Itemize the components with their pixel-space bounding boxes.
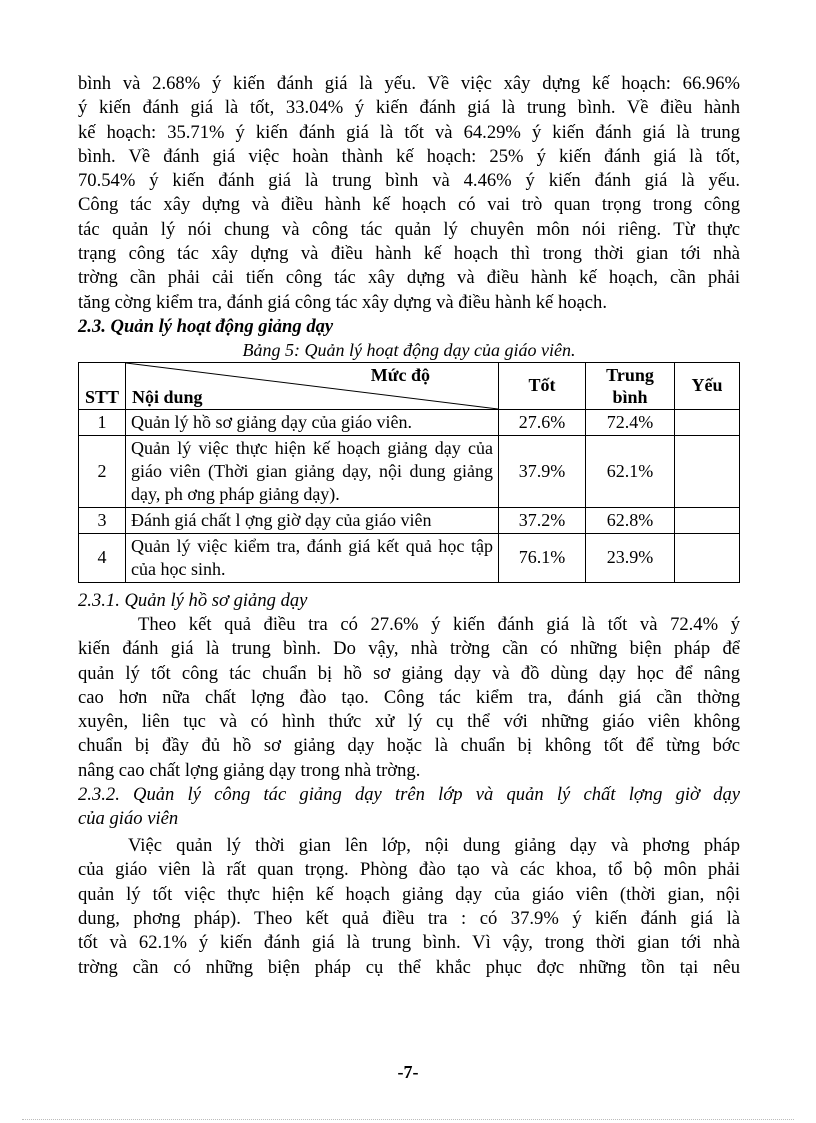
text-line: xuyên, liên tục và có hình thức xử lý cụ thể với những giáo viên không (78, 711, 740, 733)
section-heading: 2.3. Quản lý hoạt động giảng dạy (78, 315, 334, 337)
row-content: Quản lý hồ sơ giảng dạy của giáo viên. (126, 409, 499, 435)
row-average: 23.9% (586, 533, 675, 582)
text-line: của giáo viên là rất quan trọng. Phòng đào tạo và các khoa, tổ bộ môn phải (78, 859, 740, 881)
row-good: 27.6% (499, 409, 586, 435)
subsection-heading-2-cont: của giáo viên (78, 808, 179, 830)
text-line: ý kiến đánh giá là tốt, 33.04% ý kiến đánh giá là trung bình. Về điều hành (78, 97, 740, 119)
page-bottom-divider (22, 1119, 794, 1120)
row-content: Đánh giá chất l ợng giờ dạy của giáo viên (126, 507, 499, 533)
teaching-management-table (78, 362, 740, 583)
page-number: -7- (397, 1062, 419, 1082)
row-good: 76.1% (499, 533, 586, 582)
text-line: bình và 2.68% ý kiến đánh giá là yếu. Về việc xây dựng kế hoạch: 66.96% (78, 73, 740, 94)
text-line: dung, phơng pháp). Theo kết quả điều tra : có 37.9% ý kiến đánh giá là (78, 907, 740, 929)
header-diagonal-cell (126, 362, 499, 409)
header-level: Mức độ (370, 364, 430, 385)
text-line: quản lý tốt công tác chuẩn bị hồ sơ giảng dạy và đồ dùng dạy học để nâng (78, 662, 740, 684)
text-line: Công tác xây dựng và điều hành kế hoạch có vai trò quan trọng trong công (78, 194, 740, 216)
header-weak: Yếu (675, 362, 740, 409)
text-line: kế hoạch: 35.71% ý kiến đánh giá là tốt và 64.29% ý kiến đánh giá là trung (78, 121, 740, 143)
subsection-2-paragraph (78, 834, 740, 980)
text-line: trờng cần phải cải tiến công tác xây dựng và điều hành kế hoạch, cần phải (78, 267, 740, 289)
table-row (79, 507, 740, 533)
text-line: tăng cờng kiểm tra, đánh giá công tác xây dựng và điều hành kế hoạch. (78, 291, 607, 313)
row-stt: 1 (79, 409, 126, 435)
text-line: quản lý tốt việc thực hiện kế hoạch giảng dạy của giáo viên (thời gian, nội (78, 883, 740, 905)
row-weak (675, 409, 740, 435)
text-line: tốt và 62.1% ý kiến đánh giá là trung bình. Vì vậy, trong thời gian tới nhà (78, 932, 740, 954)
subsection-heading-1: 2.3.1. Quản lý hồ sơ giảng dạy (78, 589, 308, 611)
row-stt: 2 (79, 435, 126, 507)
row-weak (675, 533, 740, 582)
header-stt: STT (79, 362, 126, 409)
subsection-1-paragraph (78, 613, 740, 783)
text-line: kiến đánh giá là trung bình. Do vậy, nhà trờng cần có những biện pháp để (78, 638, 740, 660)
row-weak (675, 507, 740, 533)
table-row (79, 435, 740, 507)
table-header-row (79, 362, 740, 409)
text-line: trờng cần có những biện pháp cụ thể khắc phục đợc những tồn tại nêu (78, 956, 740, 978)
row-weak (675, 435, 740, 507)
row-average: 72.4% (586, 409, 675, 435)
header-average-line1: Trung (606, 364, 654, 385)
intro-paragraph (78, 72, 740, 315)
subsection-heading-2: 2.3.2. Quản lý công tác giảng dạy trên lớp và quản lý chất lợng giờ dạy (78, 784, 740, 806)
page-content (78, 72, 740, 980)
text-line: nâng cao chất lợng giảng dạy trong nhà trờng. (78, 759, 421, 781)
text-line: trạng công tác xây dựng và điều hành kế hoạch thì trong thời gian tới nhà (78, 243, 740, 265)
header-average (586, 362, 675, 409)
row-good: 37.9% (499, 435, 586, 507)
header-good: Tốt (499, 362, 586, 409)
row-average: 62.8% (586, 507, 675, 533)
row-stt: 4 (79, 533, 126, 582)
row-content: Quản lý việc kiểm tra, đánh giá kết quả học tập của học sinh. (126, 533, 499, 582)
table-row (79, 533, 740, 582)
table-row (79, 409, 740, 435)
text-line: Theo kết quả điều tra có 27.6% ý kiến đánh giá là tốt và 72.4% ý (138, 613, 740, 635)
text-line: chuẩn bị đầy đủ hồ sơ giảng dạy hoặc là chuẩn bị không tốt để từng bớc (78, 735, 740, 757)
row-content: Quản lý việc thực hiện kế hoạch giảng dạy của giáo viên (Thời gian giảng dạy, nội dung giảng dạy, ph ơng pháp giảng dạy). (126, 435, 499, 507)
row-average: 62.1% (586, 435, 675, 507)
header-content: Nội dung (132, 386, 203, 407)
text-line: tác quản lý nói chung và công tác quản lý chuyên môn nói riêng. Từ thực (78, 218, 740, 240)
table-caption: Bảng 5: Quản lý hoạt động dạy của giáo viên. (242, 339, 576, 360)
header-average-line2: bình (612, 386, 648, 407)
text-line: bình. Về đánh giá việc hoàn thành kế hoạch: 25% ý kiến đánh giá là tốt, (78, 145, 740, 167)
text-line: 70.54% ý kiến đánh giá là trung bình và 4.46% ý kiến đánh giá là yếu. (78, 170, 740, 192)
text-line: Việc quản lý thời gian lên lớp, nội dung giảng dạy và phơng pháp (128, 835, 740, 857)
row-stt: 3 (79, 507, 126, 533)
row-good: 37.2% (499, 507, 586, 533)
text-line: cao hơn nữa chất lợng đào tạo. Công tác kiểm tra, đánh giá cần thờng (78, 686, 740, 708)
